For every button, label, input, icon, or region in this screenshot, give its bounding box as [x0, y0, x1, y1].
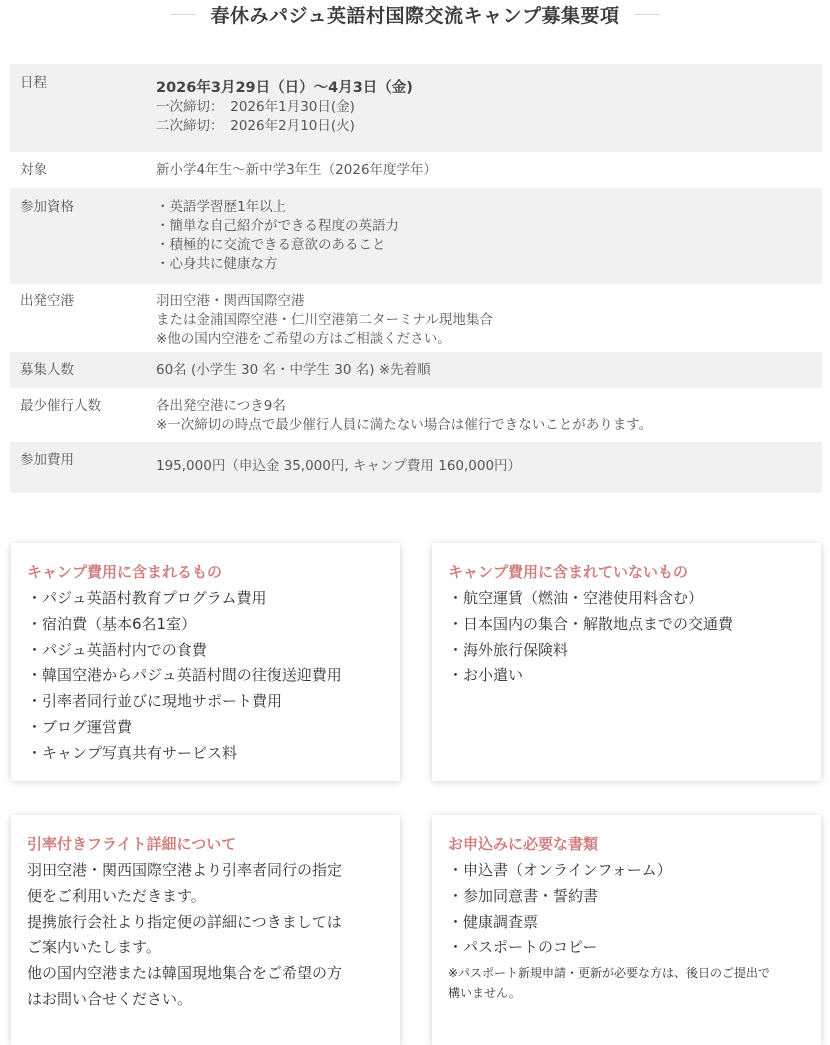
row-label: 募集人数	[10, 352, 156, 388]
list-item: ・引率者同行並びに現地サポート費用	[27, 692, 283, 711]
list-item: ・申込書（オンラインフォーム）	[448, 861, 672, 879]
table-row-fee	[10, 442, 822, 493]
list-item: ・キャンプ写真共有サービス料	[27, 743, 238, 762]
list-item: ・航空運賃（燃油・空港使用料含む）	[448, 589, 704, 607]
info-table	[10, 64, 822, 493]
flight-box	[11, 815, 400, 1045]
fee-text: 195,000円（申込金 35,000円, キャンプ費用 160,000円）	[156, 458, 522, 474]
table-row-eligibility	[10, 188, 822, 284]
row-label: 対象	[20, 162, 47, 178]
list-item: ・パジュ英語村教育プログラム費用	[27, 589, 267, 607]
flight-title: 引率付きフライト詳細について	[27, 835, 237, 853]
documents-title: お申込みに必要な書類	[448, 835, 599, 853]
documents-box	[432, 815, 821, 1045]
table-row-schedule	[10, 64, 822, 152]
row-value	[156, 64, 822, 152]
not-included-title: キャンプ費用に含まれていないもの	[448, 563, 689, 581]
not-included-box	[432, 543, 821, 781]
included-list	[27, 586, 384, 767]
row-value	[156, 442, 822, 493]
documents-list	[448, 858, 805, 961]
included-box	[11, 543, 400, 781]
deadline-1: 一次締切： 2026年1月30日(金)	[156, 99, 355, 115]
not-included-list	[448, 586, 805, 689]
flight-line: ご案内いたします。	[27, 938, 161, 957]
page-header	[0, 0, 830, 28]
row-value	[156, 152, 822, 188]
list-item: ・日本国内の集合・解散地点までの交通費	[448, 614, 734, 633]
eligibility-item: ・積極的に交流できる意欲のあること	[156, 237, 386, 253]
title-rule-right	[634, 14, 660, 15]
row-label: 日程	[10, 64, 156, 152]
deadline-2: 二次締切： 2026年2月10日(火)	[156, 118, 355, 134]
eligibility-item: ・英語学習歴1年以上	[156, 199, 287, 215]
flight-line: はお問い合せください。	[27, 989, 193, 1008]
eligibility-item: ・心身共に健康な方	[156, 256, 278, 272]
flight-line: 他の国内空港または韓国現地集合をご希望の方	[27, 964, 343, 983]
list-item: ・ブログ運営費	[27, 717, 133, 736]
note-line: 構いません。	[448, 986, 521, 1001]
table-row-capacity	[10, 352, 822, 388]
list-item: ・パジュ英語村内での食費	[27, 640, 207, 659]
row-label: 出発空港	[20, 293, 74, 309]
row-value	[156, 188, 822, 284]
row-label: 参加資格	[10, 188, 156, 284]
row-value	[156, 284, 822, 352]
eligibility-item: ・簡単な自己紹介ができる程度の英語力	[156, 218, 399, 234]
flight-line: 提携旅行会社より指定便の詳細につきましては	[27, 912, 342, 931]
target-text: 新小学4年生〜新中学3年生（2026年度学年）	[156, 162, 438, 178]
departure-line: ※他の国内空港をご希望の方はご相談ください。	[156, 331, 451, 347]
schedule-dates: 2026年3月29日（日）〜4月3日（金)	[156, 80, 413, 96]
list-item: ・海外旅行保険料	[448, 640, 569, 659]
table-row-target	[10, 152, 822, 188]
documents-note	[448, 963, 805, 1003]
list-item: ・パスポートのコピー	[448, 938, 598, 957]
table-row-minimum	[10, 388, 822, 442]
list-item: ・宿泊費（基本6名1室）	[27, 614, 197, 633]
list-item: ・健康調査票	[448, 912, 539, 931]
included-title: キャンプ費用に含まれるもの	[27, 563, 223, 581]
list-item: ・参加同意書・誓約書	[448, 886, 599, 905]
list-item: ・お小遣い	[448, 666, 524, 685]
row-label: 参加費用	[10, 442, 156, 493]
minimum-line: 各出発空港につき9名	[156, 398, 286, 414]
note-line: ※パスポート新規申請・更新が必要な方は、後日のご提出で	[448, 966, 771, 981]
page-title: 春休みパジュ英語村国際交流キャンプ募集要項	[210, 4, 620, 27]
title-rule-left	[170, 14, 196, 15]
row-value	[156, 388, 822, 442]
departure-line: 羽田空港・関西国際空港	[156, 293, 305, 309]
capacity-text: 60名 (小学生 30 名・中学生 30 名) ※先着順	[156, 362, 431, 378]
minimum-line: ※一次締切の時点で最少催行人員に満たない場合は催行できないことがあります。	[156, 417, 653, 433]
row-label: 最少催行人数	[20, 398, 101, 414]
departure-line: または金浦国際空港・仁川空港第二ターミナル現地集合	[156, 312, 493, 328]
list-item: ・韓国空港からパジュ英語村間の往復送迎費用	[27, 666, 342, 685]
flight-line: 便をご利用いただきます。	[27, 886, 206, 905]
table-row-departure	[10, 284, 822, 352]
row-value	[156, 352, 822, 388]
flight-line: 羽田空港・関西国際空港より引率者同行の指定	[27, 861, 343, 879]
